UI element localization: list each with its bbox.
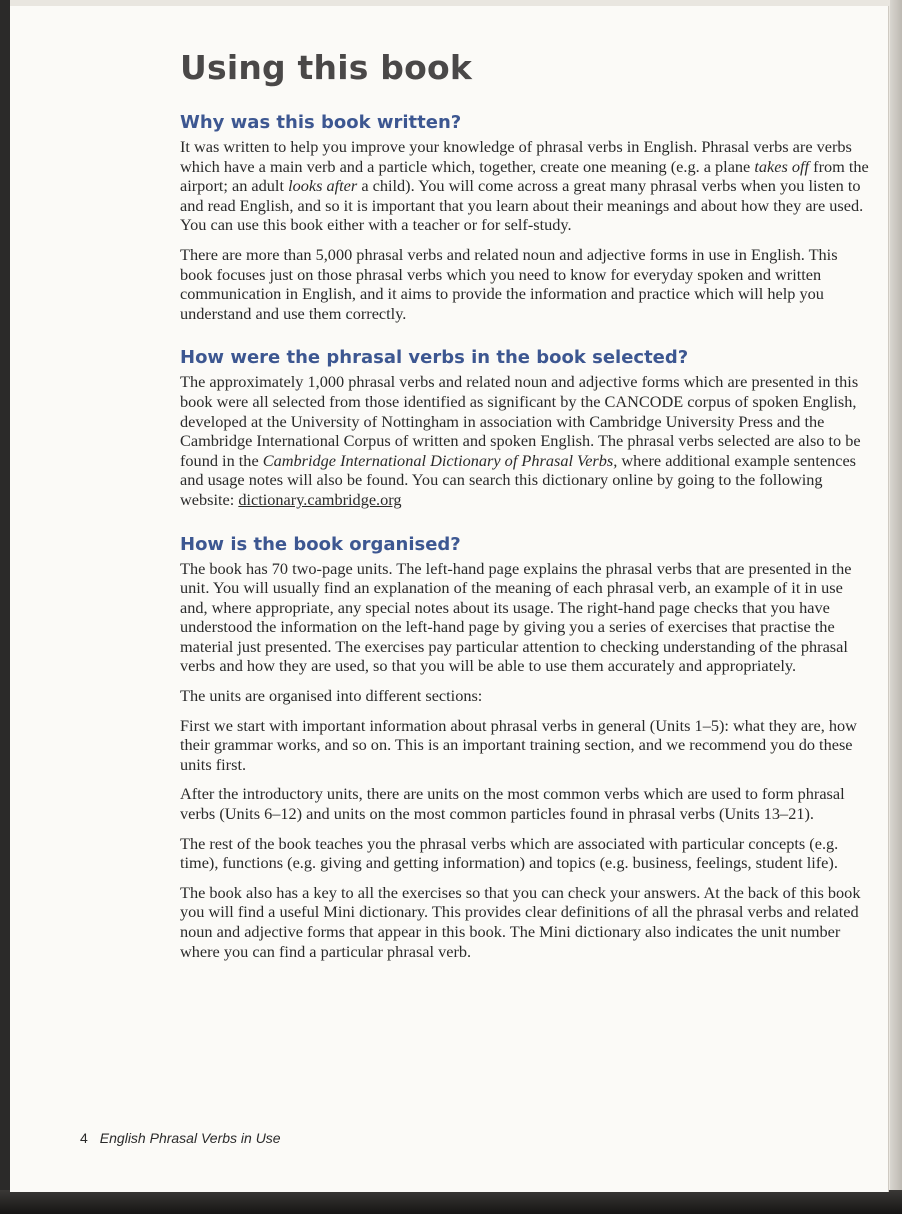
example-phrase: looks after <box>288 176 358 196</box>
page-number: 4 <box>80 1130 88 1146</box>
section-selection <box>180 347 870 509</box>
book-title: English Phrasal Verbs in Use <box>99 1130 281 1146</box>
paragraph: The rest of the book teaches you the phrasal verbs which are associated with particular concepts (e.g. time), functions (e.g. giving and getting information) and topics (e.g. business, feelings, student life). <box>180 833 839 873</box>
page-content <box>180 48 870 971</box>
dictionary-title: Cambridge International Dictionary of Phrasal Verbs, <box>262 450 618 470</box>
section-heading: How were the phrasal verbs in the book selected? <box>180 347 689 369</box>
paragraph: The approximately 1,000 phrasal verbs and related noun and adjective forms which are presented in this book were all selected from those identified as significant by the CANCODE corpus of spoken English, developed at the University of Nottingham in association with Cambridge University Press and the Cambridge International Corpus of written and spoken English. The phrasal verbs selected are also to be found in the Cambridge International Dictionary of Phrasal Verbs, where additional example sentences and usage notes will also be found. You can search this dictionary online by going to the following website: dictionary.cambridge.org <box>180 372 861 509</box>
paragraph: After the introductory units, there are units on the most common verbs which are used to form phrasal verbs (Units 6–12) and units on the most common particles found in phrasal verbs (Units 13–21). <box>180 784 845 824</box>
section-heading: How is the book organised? <box>180 533 461 555</box>
page-title: Using this book <box>180 48 472 87</box>
paragraph: First we start with important information about phrasal verbs in general (Units 1–5): what they are, how their grammar works, and so on. This is an important training section, and we recommend you do these units first. <box>180 715 857 774</box>
scan-edge-bottom <box>0 1190 902 1214</box>
section-organisation <box>180 534 870 962</box>
page-footer <box>80 1130 281 1146</box>
website-link[interactable]: dictionary.cambridge.org <box>238 489 402 509</box>
paragraph: The units are organised into different sections: <box>180 686 483 706</box>
section-why-written <box>180 112 870 323</box>
paragraph: It was written to help you improve your knowledge of phrasal verbs in English. Phrasal verbs are verbs which have a main verb and a particle which, together, create one meaning (e.g. a plane takes off from the airport; an adult looks after a child). You will come across a great many phrasal verbs when you listen to and read English, and so it is important that you learn about their meanings and about how they are used. You can use this book either with a teacher or for self-study. <box>180 137 869 235</box>
section-heading: Why was this book written? <box>180 112 462 133</box>
book-page <box>10 6 889 1192</box>
scan-edge-right <box>890 0 902 1214</box>
scan-edge-left <box>0 0 10 1214</box>
example-phrase: takes off <box>754 156 810 176</box>
paragraph: The book also has a key to all the exercises so that you can check your answers. At the back of this book you will find a useful Mini dictionary. This provides clear definitions of all the phrasal verbs and related noun and adjective forms that appear in this book. The Mini dictionary also indicates the unit number where you can find a particular phrasal verb. <box>180 882 861 961</box>
paragraph: There are more than 5,000 phrasal verbs and related noun and adjective forms in use in English. This book focuses just on those phrasal verbs which you need to know for everyday spoken and written communication in English, and it aims to provide the information and practice which will help you understand and use them correctly. <box>180 244 838 323</box>
paragraph: The book has 70 two-page units. The left-hand page explains the phrasal verbs that are presented in the unit. You will usually find an explanation of the meaning of each phrasal verb, an example of it in use and, where appropriate, any special notes about its usage. The right-hand page checks that you have understood the information on the left-hand page by giving you a series of exercises that practise the material just presented. The exercises pay particular attention to checking understanding of the phrasal verbs and how they are used, so that you will be able to use them accurately and appropriately. <box>180 558 852 676</box>
